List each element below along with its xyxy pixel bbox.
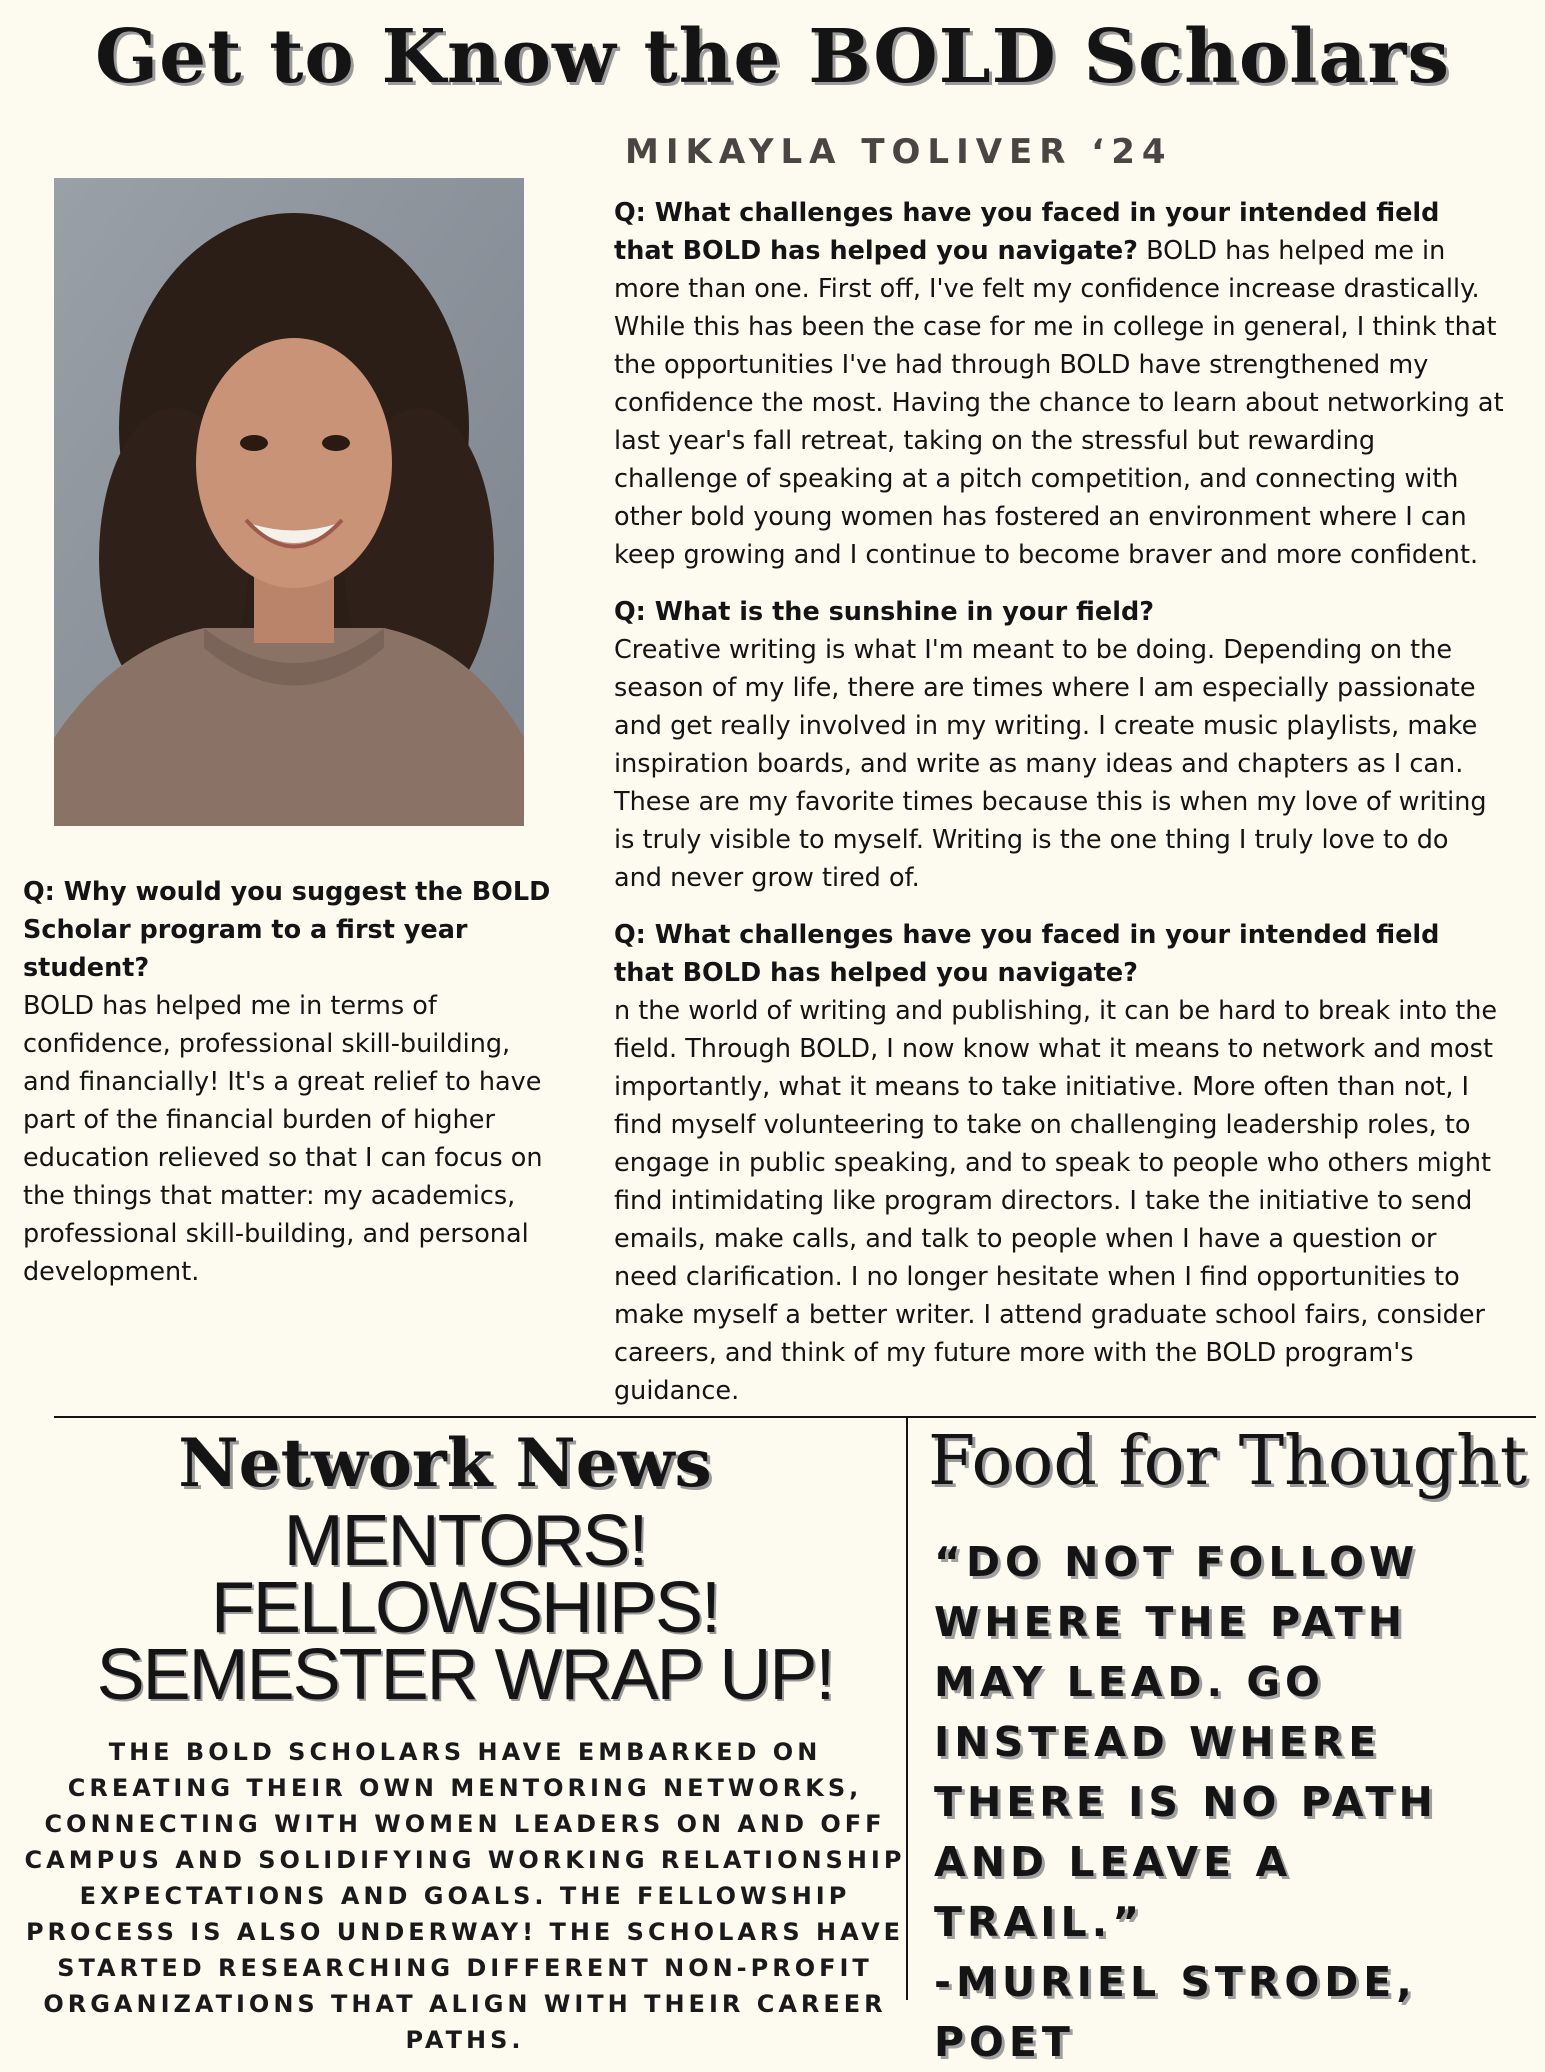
qa-block-1 [614,194,1504,574]
question-3: Q: What challenges have you faced in your intended field that BOLD has helped you navigate? [614,920,1440,988]
quote-text: “DO NOT FOLLOW WHERE THE PATH MAY LEAD. GO INSTEAD WHERE THERE IS NO PATH AND LEAVE A TRAIL.” [934,1538,1438,1946]
headline-line: SEMESTER WRAP UP! [96,1635,834,1715]
network-news-title: Network News [178,1424,712,1502]
section-divider-horizontal [54,1416,1536,1418]
headline-line: FELLOWSHIPS! [210,1568,720,1648]
scholar-name: MIKAYLA TOLIVER ‘24 [625,132,1173,172]
answer-3: n the world of writing and publishing, it can be hard to break into the field. Through BOLD, I now know what it means to network and most importantly, what it means to take initiative. More often than not, I find myself volunteering to take on challenging leadership roles, to engage in public speaking, and to speak to people who others might find intimidating like program directors. I take the initiative to send emails, make calls, and talk to people when I have a question or need clarification. I no longer hesitate when I find opportunities to make myself a better writer. I attend graduate school fairs, consider careers, and think of my future more with the BOLD program's guidance. [614,996,1498,1406]
headline-line: MENTORS! [283,1501,647,1581]
right-qa-column [614,194,1504,1429]
quote-block [934,1532,1494,2072]
left-answer: BOLD has helped me in terms of confidence, professional skill-building, and financially! It's a great relief to have part of the financial burden of higher education relieved so that I can focus on the things that matter: my academics, professional skill-building, and personal development. [23,991,543,1287]
answer-2: Creative writing is what I'm meant to be doing. Depending on the season of my life, there are times where I am especially passionate and get really involved in my writing. I create music playlists, make inspiration boards, and write as many ideas and chapters as I can. These are my favorite times because this is when my love of writing is truly visible to myself. Writing is the one thing I truly love to do and never grow tired of. [614,635,1487,893]
quote-attribution: -MURIEL STRODE, POET [934,1958,1417,2066]
qa-block-2 [614,593,1504,897]
food-for-thought-title: Food for Thought [928,1422,1528,1501]
page-title: Get to Know the BOLD Scholars [94,14,1450,100]
network-news-headline [40,1501,890,1715]
portrait-photo-icon [54,178,524,826]
scholar-photo [54,178,524,826]
network-news-body: THE BOLD SCHOLARS HAVE EMBARKED ON CREATING THEIR OWN MENTORING NETWORKS, CONNECTING WITH WOMEN LEADERS ON AND OFF CAMPUS AND SOLIDIFYING WORKING RELATIONSHIP EXPECTATIONS AND GOALS. THE FELLOWSHIP PROCESS IS ALSO UNDERWAY! THE SCHOLARS HAVE STARTED RESEARCHING DIFFERENT NON-PROFIT ORGANIZATIONS THAT ALIGN WITH THEIR CAREER PATHS. [24,1738,906,2054]
left-qa-block [23,873,563,1291]
answer-1: BOLD has helped me in more than one. First off, I've felt my confidence increase drastically. While this has been the case for me in college in general, I think that the opportunities I've had through BOLD have strengthened my confidence the most. Having the chance to learn about networking at last year's fall retreat, taking on the stressful but rewarding challenge of speaking at a pitch competition, and connecting with other bold young women has fostered an environment where I can keep growing and I continue to become braver and more confident. [614,236,1504,570]
left-question: Q: Why would you suggest the BOLD Scholar program to a first year student? [23,877,551,983]
question-2: Q: What is the sunshine in your field? [614,597,1155,627]
question-1: Q: What challenges have you faced in your intended field that BOLD has helped you navigate? [614,198,1440,266]
qa-block-3 [614,916,1504,1410]
